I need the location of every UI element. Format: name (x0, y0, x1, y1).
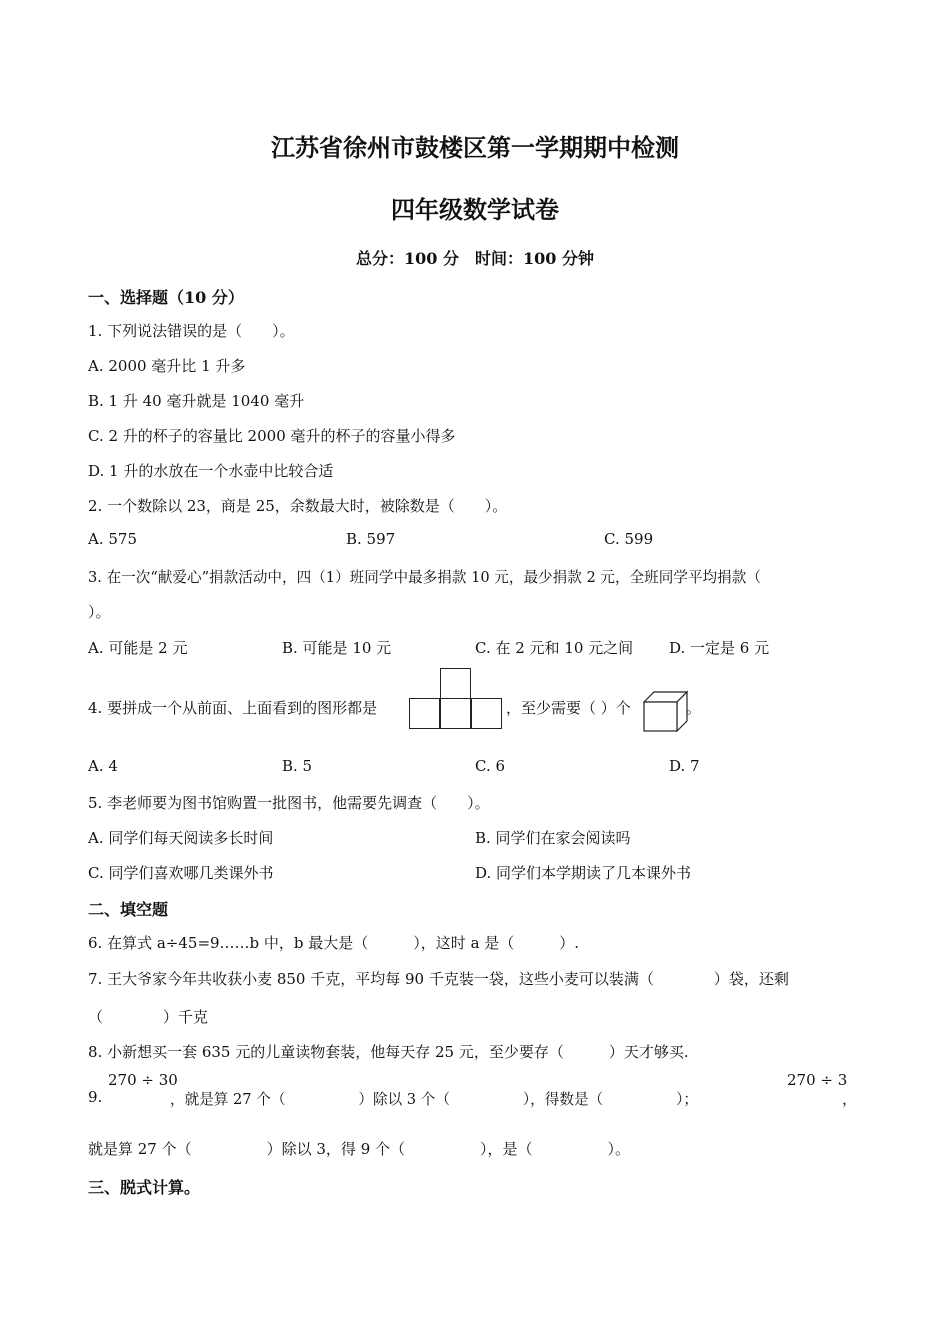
q3-option-a: A. 可能是 2 元 (88, 639, 188, 657)
view-square-middle (440, 698, 471, 729)
q6-stem: 6. 在算式 a÷45=9……b 中，b 最大是（ ），这时 a 是（ ）. (88, 934, 580, 952)
q4-stem-part1: 4. 要拼成一个从前面、上面看到的图形都是 (88, 699, 378, 717)
view-square-right (471, 698, 502, 729)
q3-option-c: C. 在 2 元和 10 元之间 (475, 639, 634, 657)
q8-stem: 8. 小新想买一套 635 元的儿童读物套装，他每天存 25 元，至少要存（ ）天才够买. (88, 1043, 689, 1061)
q7-stem-line2: （ ）千克 (88, 1008, 209, 1026)
q3-option-b: B. 可能是 10 元 (282, 639, 392, 657)
q1-option-d: D. 1 升的水放在一个水壶中比较合适 (88, 462, 334, 480)
q2-option-a: A. 575 (88, 530, 137, 548)
q2-option-c: C. 599 (604, 530, 654, 548)
q9-comma: ， (842, 1090, 858, 1108)
page-title: 江苏省徐州市鼓楼区第一学期期中检测 (271, 133, 679, 162)
q5-option-a: A. 同学们每天阅读多长时间 (88, 829, 274, 847)
q1-stem: 1. 下列说法错误的是（ ）。 (88, 322, 295, 340)
q4-option-c: C. 6 (475, 757, 506, 775)
q1-option-c: C. 2 升的杯子的容量比 2000 毫升的杯子的容量小得多 (88, 427, 456, 445)
q9-expression-2: 270 ÷ 3 (787, 1071, 848, 1089)
q5-stem: 5. 李老师要为图书馆购置一批图书，他需要先调查（ ）。 (88, 794, 490, 812)
q3-option-d: D. 一定是 6 元 (669, 639, 770, 657)
section-calculation: 三、脱式计算。 (88, 1178, 201, 1197)
view-square-top (440, 668, 471, 699)
q9-stem-line2: 就是算 27 个（ ）除以 3，得 9 个（ ），是（ ）。 (88, 1140, 631, 1158)
q1-option-b: B. 1 升 40 毫升就是 1040 毫升 (88, 392, 305, 410)
view-square-left (409, 698, 440, 729)
q1-option-a: A. 2000 毫升比 1 升多 (88, 357, 246, 375)
q9-expression-1: 270 ÷ 30 (108, 1071, 178, 1089)
page-subtitle: 四年级数学试卷 (391, 195, 559, 224)
q5-option-c: C. 同学们喜欢哪几类课外书 (88, 864, 274, 882)
score-time: 总分：100 分 时间：100 分钟 (356, 249, 594, 268)
q7-stem-line1: 7. 王大爷家今年共收获小麦 850 千克，平均每 90 千克装一袋，这些小麦可以装满（ ）袋，还剩 (88, 970, 789, 988)
q2-option-b: B. 597 (346, 530, 396, 548)
q4-option-b: B. 5 (282, 757, 313, 775)
q3-stem-line2: ）。 (88, 603, 111, 621)
q9-stem-part1: ，就是算 27 个（ ）除以 3 个（ ），得数是（ ）； (170, 1091, 699, 1108)
q2-stem: 2. 一个数除以 23，商是 25，余数最大时，被除数是（ ）。 (88, 497, 508, 515)
section-fill-blank: 二、填空题 (88, 900, 169, 919)
q4-option-a: A. 4 (88, 757, 118, 775)
q3-stem-line1: 3. 在一次“献爱心”捐款活动中，四（1）班同学中最多捐款 10 元，最少捐款 2 元，全班同学平均捐款（ (88, 569, 761, 586)
q9-number: 9. (88, 1088, 103, 1106)
q5-option-d: D. 同学们本学期读了几本课外书 (475, 864, 692, 882)
q4-option-d: D. 7 (669, 757, 700, 775)
section-choice: 一、选择题（10 分） (88, 288, 244, 307)
q4-stem-part2: ，至少需要（ ）个 (506, 699, 631, 717)
q5-option-b: B. 同学们在家会阅读吗 (475, 829, 631, 847)
cube-icon (643, 690, 689, 732)
q4-stem-part3: 。 (686, 699, 702, 717)
